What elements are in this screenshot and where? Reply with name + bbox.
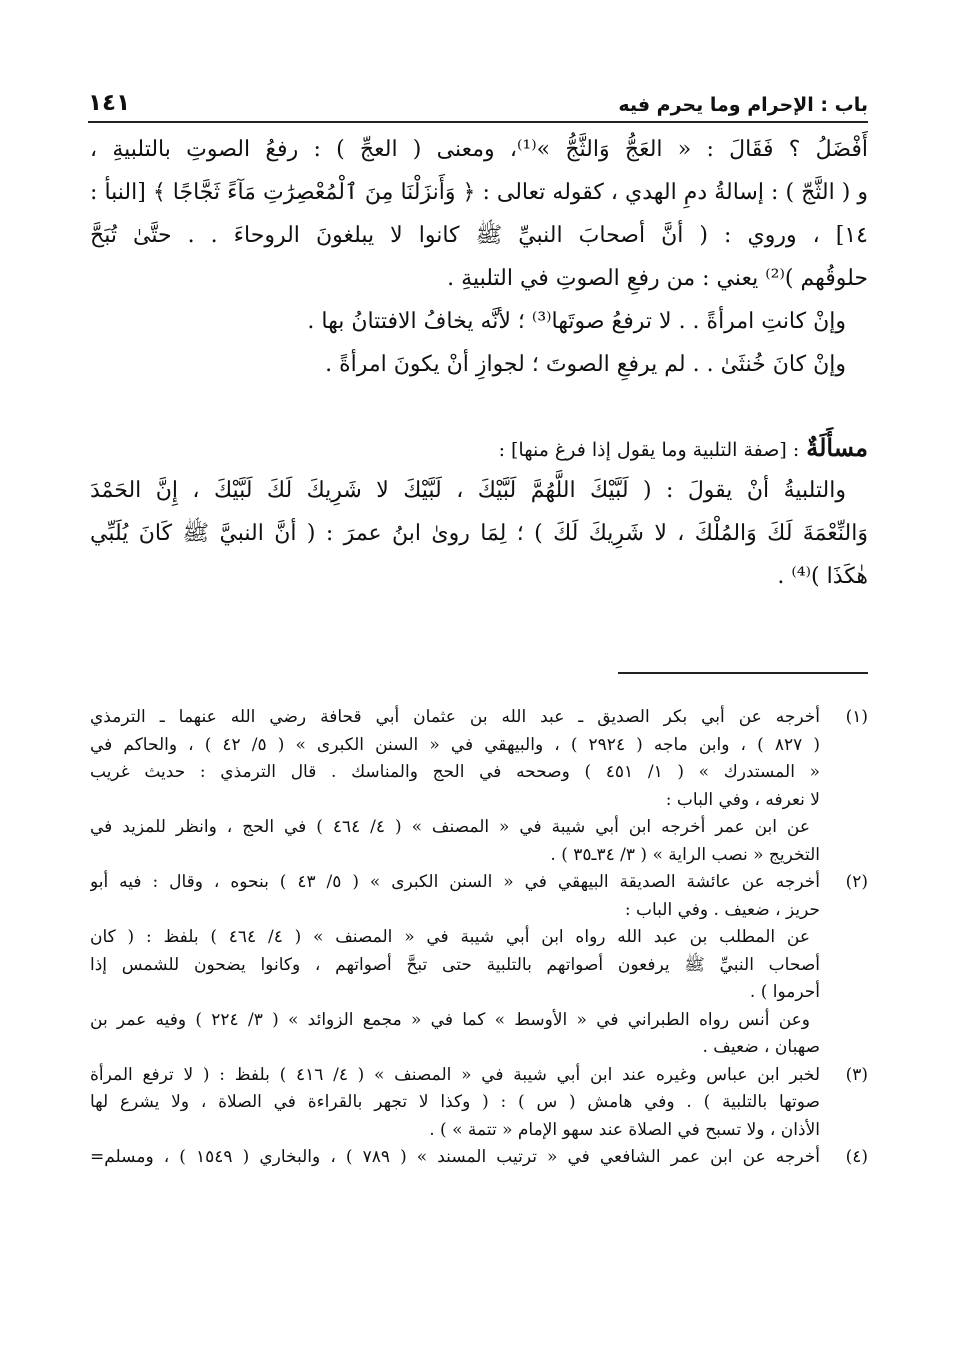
footnote-number: (٢) [845,872,868,892]
footnote-line: (٤)أخرجه عن ابن عمر الشافعي في « ترتيب المسند » ( ٧٨٩ ) ، والبخاري ( ١٥٤٩ ) ، ومسلم= [90,1144,868,1172]
talbiya-line: وَالنِّعْمَةَ لَكَ وَالمُلْكَ ، لا شَرِيكَ لَكَ ) ؛ لِمَا روىٰ ابنُ عمرَ : ( أنَّ النبيَّ ﷺ كَانَ يُلَبِّي [90,521,868,546]
masala-heading [90,426,868,469]
footnote-rule [618,672,868,674]
footnotes [90,704,868,1172]
text-line: وإنْ كانتِ امرأةً . . لا ترفعُ صوتَها⁽³⁾ ؛ لأنَّه يخافُ الافتتانُ بها . [307,309,846,334]
footnote-line: (١)أخرجه عن أبي بكر الصديق ـ عبد الله بن عثمان أبي قحافة رضي الله عنهما ـ الترمذي [90,704,868,732]
footnote-line: (٣)لخبر ابن عباس وغيره عند ابن أبي شيبة في « المصنف » ( ٤/ ٤١٦ ) بلفظ : ( لا ترفع المرأة [90,1062,868,1090]
text-line: حلوقُهم )⁽²⁾ يعني : من رفعِ الصوتِ في التلبيةِ . [447,266,868,291]
footnote-line: صوتها بالتلبية ) . وفي هامش ( س ) : ( وكذا لا تجهر بالقراءة في الصلاة ، ولا يشرع لها [90,1092,820,1112]
text-line: وإنْ كانَ خُنثَىٰ . . لم يرفعِ الصوتَ ؛ لجوازِ أنْ يكونَ امرأةً . [325,352,846,377]
text-line: و ( الثَّجّ ) : إسالةُ دمِ الهدي ، كقوله تعالى : ﴿ وَأَنزَلْنَا مِنَ ٱلْمُعْصِرَٰتِ مَآءً ثَجَّاجًا ﴾ [النبأ : [90,180,868,205]
footnote-line: أحرموا ) . [749,982,820,1002]
footnote-number: (٤) [845,1147,868,1167]
footnote-line: صهبان ، ضعيف . [702,1037,820,1057]
header-rule [88,121,868,123]
page-number: ١٤١ [88,90,131,116]
footnote-line: حريز ، ضعيف . وفي الباب : [624,899,820,920]
footnote-line: ( ٨٢٧ ) ، وابن ماجه ( ٢٩٢٤ ) ، والبيهقي في « السنن الكبرى » ( ٥/ ٤٢ ) ، والحاكم في [90,734,820,755]
text-line: ١٤] ، وروي : ( أنَّ أصحابَ النبيِّ ﷺ كانوا لا يبلغونَ الروحاءَ . . حتَّىٰ تُبَحَّ [90,223,868,248]
running-header [88,86,868,116]
footnote-line: أصحاب النبيِّ ﷺ يرفعون أصواتهم بالتلبية حتى تبحَّ أصواتهم ، وكانوا يضحون للشمس إذا [90,954,820,975]
chapter-title: باب : الإحرام وما يحرم فيه [618,94,868,116]
masala-title: : [صفة التلبية وما يقول إذا فرغ منها] : [498,439,800,461]
footnote-line: التخريج « نصب الراية » ( ٣/ ٣٤ـ٣٥ ) . [550,844,820,865]
talbiya-line: هٰكَذَا )⁽⁴⁾ . [777,564,868,589]
footnote-number: (٣) [845,1064,868,1085]
text-line: أَفْضَلُ ؟ فَقَالَ : « العَجُّ وَالثَّجُّ »⁽¹⁾، ومعنى ( العجِّ ) : رفعُ الصوتِ بالتلبيةِ ، [90,137,868,162]
masala-label: مسأَلَةٌ [806,433,868,462]
footnote-line: الأذان ، ولا تسبح في الصلاة عند سهو الإمام « تتمة » ) . [429,1119,820,1140]
footnote-line: وعن أنس رواه الطبراني في « الأوسط » كما في « مجمع الزوائد » ( ٣/ ٢٢٤ ) وفيه عمر بن [90,1009,810,1030]
footnote-line: عن المطلب بن عبد الله رواه ابن أبي شيبة في « المصنف » ( ٤/ ٤٦٤ ) بلفظ : ( كان [90,927,810,947]
footnote-number: (١) [845,707,868,727]
footnote-line: لا نعرفه ، وفي الباب : [665,789,820,810]
footnote-line: عن ابن عمر أخرجه ابن أبي شيبة في « المصنف » ( ٤/ ٤٦٤ ) في الحج ، وانظر للمزيد في [90,817,810,837]
spacer [90,386,868,426]
footnote-line: (٢)أخرجه عن عائشة الصديقة البيهقي في « السنن الكبرى » ( ٥/ ٤٣ ) بنحوه ، وقال : فيه أبو [90,869,868,897]
talbiya-line: والتلبيةُ أنْ يقولَ : ( لَبَّيْكَ اللَّهُمَّ لَبَّيْكَ ، لَبَّيْكَ لا شَرِيكَ لَكَ لَبَّيْكَ ، إِنَّ الحَمْدَ [90,478,846,503]
main-text [90,128,868,598]
footnote-line: « المستدرك » ( ١/ ٤٥١ ) وصححه في الحج والمناسك . قال الترمذي : حديث غريب [90,762,820,782]
